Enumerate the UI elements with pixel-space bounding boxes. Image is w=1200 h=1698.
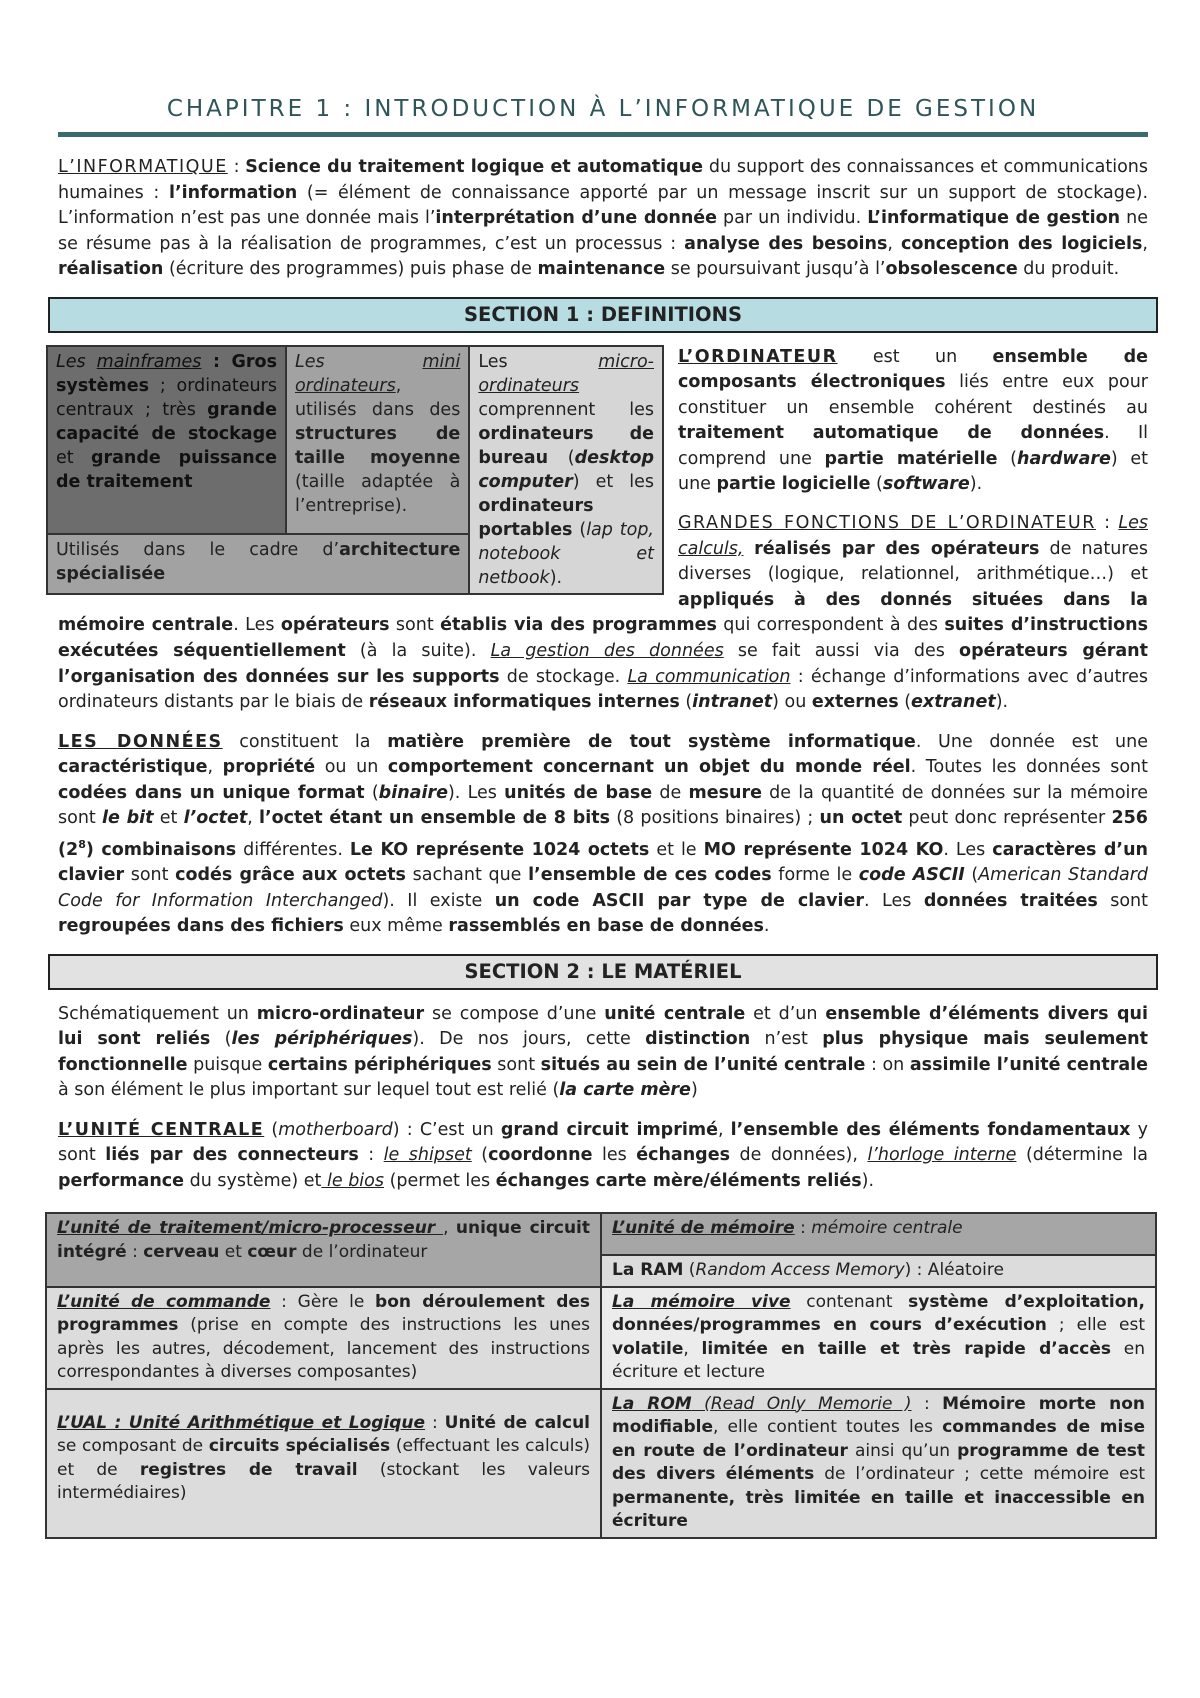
document-page [58,96,1148,1539]
definitions-block [58,345,1148,716]
computer-types-table [46,345,664,595]
ram-cell: La RAM (Random Access Memory) : Aléatoire [601,1255,1156,1287]
architecture-cell: Utilisés dans le cadre d’architecture spécialisée [47,534,469,594]
materiel-paragraph: Schématiquement un micro-ordinateur se compose d’une unité centrale et d’un ensemble d’éléments divers qui lui sont reliés (les périphériques). De nos jours, cette distinction n’est plus physique mais seulement fonctionnelle puisque certains périphériques sont situés au sein de l’unité centrale : on assimile l’unité centrale à son élément le plus important sur lequel tout est relié (la carte mère) [58,1003,1149,1101]
ram-vive-cell: La mémoire vive contenant système d’exploitation, données/programmes en cours d’exécution ; elle est volatile, limitée en taille et très rapide d’accès en écriture et lecture [601,1287,1156,1389]
unite-centrale-paragraph: L’UNITÉ CENTRALE (motherboard) : C’est un grand circuit imprimé, l’ensemble des éléments fondamentaux y sont liés par des connecteurs : le shipset (coordonne les échanges de données), l’horloge interne (détermine la performance du système) et le bios (permet les échanges carte mère/éléments reliés). [58,1119,1149,1191]
rom-cell: La ROM (Read Only Memorie ) : Mémoire morte non modifiable, elle contient toutes les commandes de mise en route de l’ordinateur ainsi qu’un programme de test des divers éléments de l’ordinateur ; cette mémoire est permanente, très limitée en taille et inaccessible en écriture [601,1389,1156,1538]
ual-cell: L’UAL : Unité Arithmétique et Logique : Unité de calcul se composant de circuits spécialisés (effectuant les calculs) et de registres de travail (stockant les valeurs intermédiaires) [46,1389,601,1538]
command-unit-cell: L’unité de commande : Gère le bon déroulement des programmes (prise en compte des instructions les unes après les autres, décodement, lancement des instructions correspondantes à diverses composantes) [46,1287,601,1389]
title-rule [58,132,1148,137]
section-2-heading: SECTION 2 : LE MATÉRIEL [48,954,1158,990]
memory-cell: L’unité de mémoire : mémoire centrale [601,1213,1156,1255]
components-table [45,1212,1157,1539]
page-title: CHAPITRE 1 : INTRODUCTION À L’INFORMATIQUE DE GESTION [166,96,1040,122]
section-1-heading: SECTION 1 : DEFINITIONS [48,297,1158,333]
cpu-cell: L’unité de traitement/micro-processeur , unique circuit intégré : cerveau et cœur de l’ordinateur [46,1213,601,1287]
intro-paragraph: L’INFORMATIQUE : Science du traitement logique et automatique du support des connaissances et communications humaines : l’information (= élément de connaissance apporté par un message inscrit sur un support de stockage). L’information n’est pas une donnée mais l’interprétation d’une donnée par un individu. L’informatique de gestion ne se résume pas à la réalisation de programmes, c’est un processus : analyse des besoins, conception des logiciels, réalisation (écriture des programmes) puis phase de maintenance se poursuivant jusqu’à l’obsolescence du produit. [58,157,1149,279]
term-informatique: L’INFORMATIQUE [58,157,228,177]
mini-ordinateurs-cell: Les mini ordinateurs, utilisés dans des structures de taille moyenne (taille adaptée à l’entreprise). [286,346,469,534]
donnees-paragraph: LES DONNÉES constituent la matière première de tout système informatique. Une donnée est une caractéristique, propriété ou un comportement concernant un objet du monde réel. Toutes les données sont codées dans un unique format (binaire). Les unités de base de mesure de la quantité de données sur la mémoire sont le bit et l’octet, l’octet étant un ensemble de 8 bits (8 positions binaires) ; un octet peut donc représenter 256 $(2^8)$ combinaisons différentes. Le KO représente 1024 octets et le MO représente 1024 KO. Les caractères d’un clavier sont codés grâce aux octets sachant que l’ensemble de ces codes forme le code ASCII (American Standard Code for Information Interchanged). Il existe un code ASCII par type de clavier. Les données traitées sont regroupées dans des fichiers eux même rassemblés en base de données. [58,731,1149,937]
micro-ordinateurs-cell: Les micro-ordinateurs comprennent les ordinateurs de bureau (desktop computer) et les ordinateurs portables (lap top, notebook et netbook). [469,346,663,594]
ordinateur-paragraph: L’ORDINATEUR est un ensemble de composants électroniques liés entre eux pour constituer un ensemble cohérent destinés au traitement automatique de données. Il comprend une partie matérielle (hardware) et une partie logicielle (software). [678,346,1148,495]
mainframes-cell: Les mainframes : Gros systèmes ; ordinateurs centraux ; très grande capacité de stockage et grande puissance de traitement [47,346,286,534]
fonctions-paragraph: GRANDES FONCTIONS DE L’ORDINATEUR : Les calculs, réalisés par des opérateurs de natures diverses (logique, relationnel, arithmétique…) et appliqués à des donnés situées dans la mémoire centrale. Les opérateurs sont établis via des programmes qui correspondent à des suites d’instructions exécutées séquentiellement (à la suite). La gestion des données se fait aussi via des opérateurs gérant l’organisation des données sur les supports de stockage. La communication : échange d’informations avec d’autres ordinateurs distants par le biais de réseaux informatiques internes (intranet) ou externes (extranet). [58,513,1149,713]
